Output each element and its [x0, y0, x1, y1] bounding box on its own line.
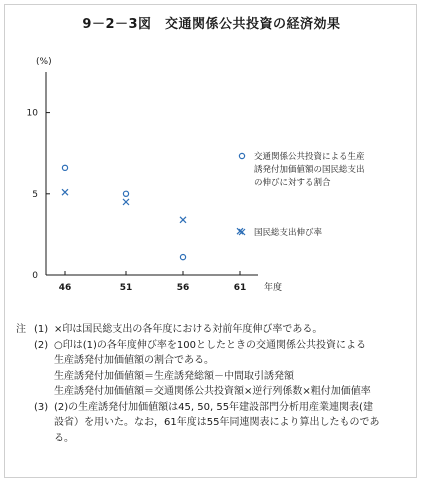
chart-axes: [36, 57, 258, 275]
note-3-cont-2-text: る。: [54, 432, 74, 444]
note-1-text: ×印は国民総支出の各年度における対前年度伸び率である。: [54, 324, 323, 335]
note-1: [16, 322, 414, 338]
x-tick-label: 51: [119, 283, 133, 293]
chart-ticks: [27, 109, 282, 293]
legend-circle-text-2: 誘発付加価値額の国民総支出: [254, 165, 365, 175]
data-point-circle-56: [180, 255, 185, 260]
legend-circle-text-1: 交通関係公共投資による生産: [254, 152, 365, 162]
legend-circle-marker: [239, 153, 244, 158]
note-3: [16, 400, 414, 416]
y-unit-label: (%): [36, 57, 52, 67]
note-3-cont-1: [16, 415, 414, 431]
y-tick-label: 0: [32, 271, 38, 281]
note-3-cont-2: [16, 431, 414, 447]
notes-block: [16, 322, 414, 446]
chart-marks: [62, 165, 243, 260]
note-1-mark: (1): [34, 324, 49, 335]
data-point-cross-56: [180, 217, 186, 223]
data-point-circle-51: [123, 191, 128, 196]
note-3-text: (2)の生産誘発付加価値額は45, 50, 55年建設部門分析用産業連関表(建: [54, 401, 373, 413]
y-tick-label: 5: [32, 189, 38, 200]
note-2-cont-3-text: 生産誘発付加価値額＝交通関係公共投資額×逆行列係数×粗付加価値率: [54, 386, 371, 397]
legend-cross-text: 国民総支出伸び率: [254, 228, 323, 238]
note-lead: 注: [16, 324, 26, 335]
data-point-circle-46: [62, 165, 67, 170]
x-tick-label: 61: [233, 283, 247, 293]
note-2-mark: (2): [34, 339, 49, 351]
note-2-cont-1: [16, 353, 414, 369]
data-point-cross-46: [62, 189, 68, 195]
note-2-cont-3: [16, 384, 414, 400]
note-3-cont-1-text: 設省）を用いた。なお，61年度は55年同連関表により算出したものであ: [54, 417, 380, 428]
note-3-mark: (3): [34, 401, 49, 413]
chart-legend: [239, 151, 365, 238]
note-2: [16, 338, 414, 354]
y-tick-label: 10: [26, 108, 38, 119]
note-2-text: ○印は(1)の各年度伸び率を100としたときの交通関係公共投資による: [54, 339, 366, 351]
x-unit-label: 年度: [264, 283, 283, 293]
note-2-cont-2: [16, 369, 414, 385]
x-tick-label: 56: [176, 283, 190, 293]
figure-title: 9－2－3図 交通関係公共投資の経済効果: [82, 17, 341, 32]
note-2-cont-1-text: 生産誘発付加価値額の割合である。: [54, 355, 214, 366]
x-tick-label: 46: [58, 283, 72, 293]
data-point-cross-51: [123, 199, 129, 205]
legend-circle-text-3: の伸びに対する割合: [254, 178, 331, 188]
note-2-cont-2-text: 生産誘発付加価値額＝生産誘発総額－中間取引誘発額: [54, 370, 294, 382]
